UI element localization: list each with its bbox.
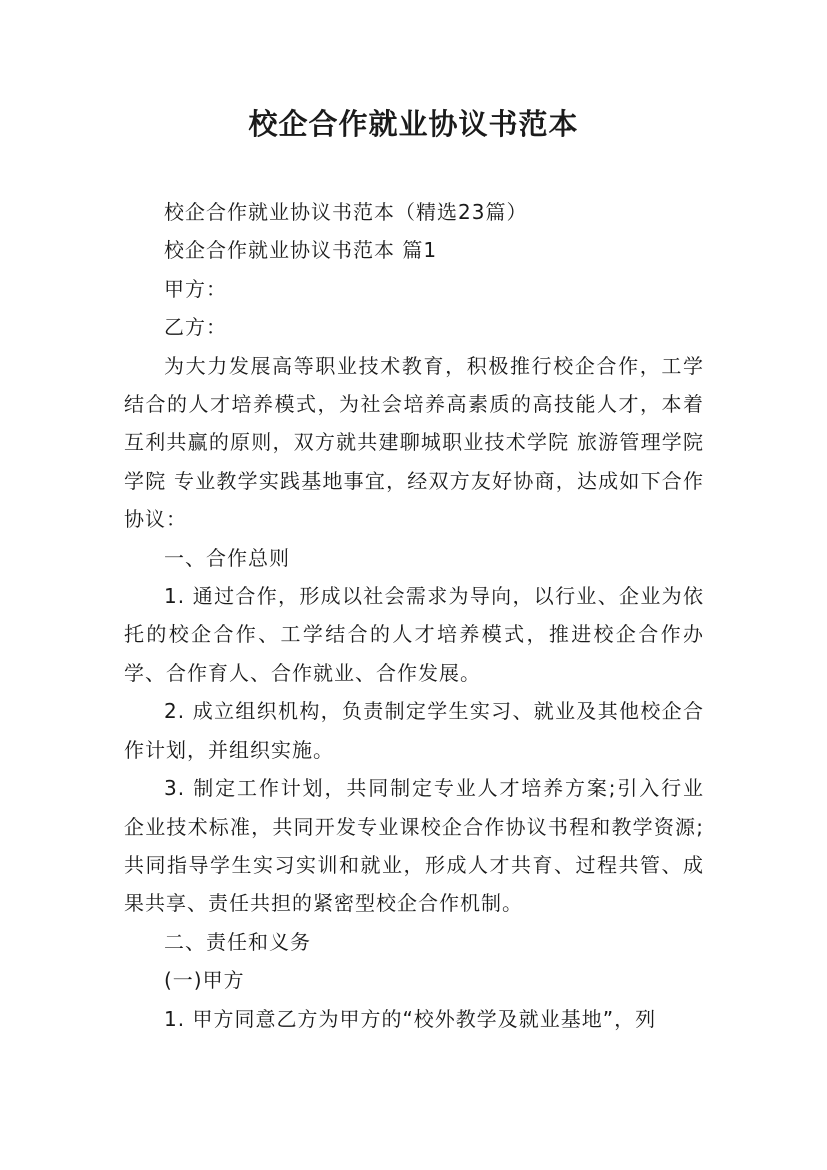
paragraph-preamble: 为大力发展高等职业技术教育，积极推行校企合作，工学结合的人才培养模式，为社会培养高素质的高技能人才，本着互利共赢的原则，双方就共建聊城职业技术学院 旅游管理学院 学院 专业教学实践基地事宜，经双方友好协商，达成如下合作协议： <box>124 353 704 532</box>
paragraph-item-1: 1. 通过合作，形成以社会需求为导向，以行业、企业为依托的校企合作、工学结合的人才培养模式，推进校企合作办学、合作育人、合作就业、合作发展。 <box>124 584 704 685</box>
document-title: 校企合作就业协议书范本 <box>248 107 579 141</box>
paragraph-party-b: 乙方： <box>164 315 227 340</box>
paragraph-item-2: 2. 成立组织机构，负责制定学生实习、就业及其他校企合作计划，并组织实施。 <box>124 699 704 762</box>
paragraph-party-a-item-1: 1. 甲方同意乙方为甲方的“校外教学及就业基地”，列 <box>164 1006 657 1031</box>
paragraph-article-heading: 校企合作就业协议书范本 篇1 <box>164 238 438 263</box>
paragraph-collection-title: 校企合作就业协议书范本（精选23篇） <box>164 200 528 224</box>
paragraph-item-3: 3. 制定工作计划，共同制定专业人才培养方案;引入行业企业技术标准，共同开发专业课校企合作协议书程和教学资源;共同指导学生实习实训和就业，形成人才共育、过程共管、成果共享、责任共担的紧密型校企合作机制。 <box>124 776 704 916</box>
document-body <box>124 193 704 1038</box>
subsection-heading-party-a: (一)甲方 <box>164 968 245 993</box>
paragraph-party-a: 甲方： <box>164 276 227 301</box>
section-heading-responsibilities: 二、责任和义务 <box>164 929 311 954</box>
section-heading-general-principles: 一、合作总则 <box>164 545 290 570</box>
